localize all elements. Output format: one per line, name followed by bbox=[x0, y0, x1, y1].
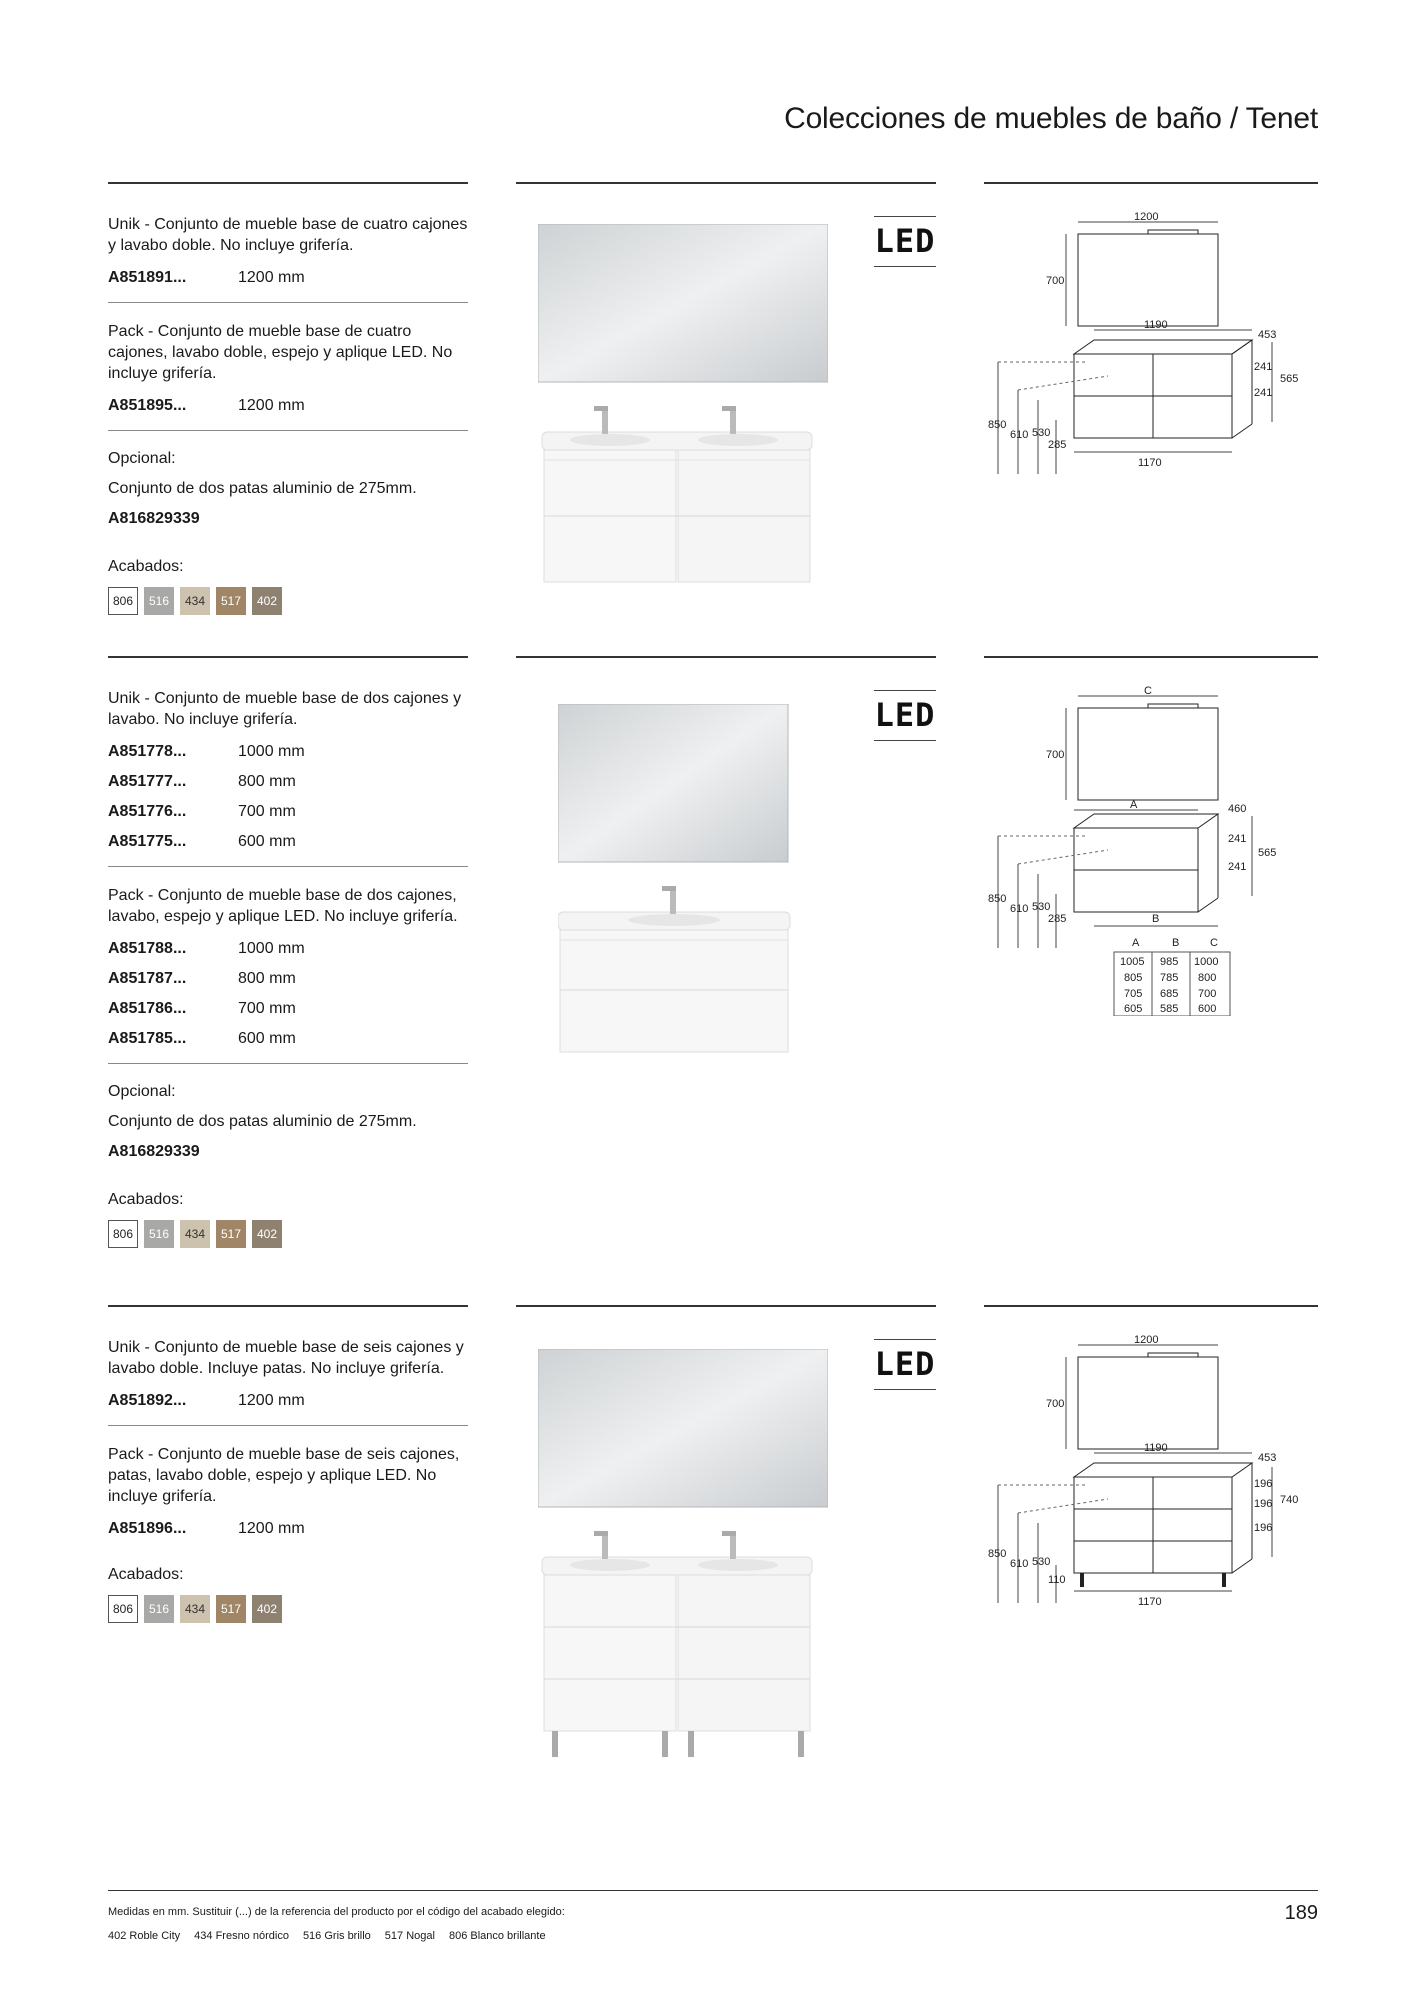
finish-legend-item: 517 Nogal bbox=[384, 1930, 435, 1942]
reference-code: A851777... bbox=[108, 773, 187, 790]
table-cell: 685 bbox=[1160, 988, 1179, 1000]
led-badge: LED bbox=[874, 222, 936, 260]
optional-text: Conjunto de dos patas aluminio de 275mm. bbox=[108, 1113, 417, 1130]
dim-mirror-height: 700 bbox=[1046, 749, 1065, 761]
finish-swatch-517: 517 bbox=[216, 1220, 246, 1248]
dim-height-610: 610 bbox=[1010, 903, 1029, 915]
dim-height-610: 610 bbox=[1010, 429, 1029, 441]
table-cell: 785 bbox=[1160, 972, 1179, 984]
section-rule bbox=[516, 1305, 936, 1307]
dim-drawer-2: 241 bbox=[1228, 861, 1247, 873]
finish-swatch-516: 516 bbox=[144, 1220, 174, 1248]
reference-size: 600 mm bbox=[238, 1030, 296, 1047]
dim-base-width: 1170 bbox=[1138, 1596, 1162, 1608]
product-photo-single-vanity bbox=[558, 704, 808, 1054]
reference-row bbox=[108, 1391, 468, 1411]
divider bbox=[108, 1063, 468, 1064]
led-badge: LED bbox=[874, 696, 936, 734]
table-cell: 605 bbox=[1124, 1003, 1143, 1015]
dim-height-110: 110 bbox=[1048, 1574, 1066, 1586]
product-section-2 bbox=[108, 656, 1318, 1276]
finish-swatches bbox=[108, 1220, 468, 1248]
reference-code: A851891... bbox=[108, 269, 187, 286]
divider bbox=[108, 1425, 468, 1426]
dim-height-610: 610 bbox=[1010, 1558, 1029, 1570]
finishes-label: Acabados: bbox=[108, 1566, 184, 1583]
optional-label: Opcional: bbox=[108, 1083, 176, 1100]
section-rule bbox=[516, 656, 936, 658]
dim-top-width: 1190 bbox=[1144, 1442, 1168, 1454]
page-number: 189 bbox=[1284, 1902, 1318, 1924]
dim-depth: 460 bbox=[1228, 803, 1247, 815]
technical-drawing-3 bbox=[988, 1335, 1318, 1615]
dim-top-width: 1190 bbox=[1144, 319, 1168, 331]
table-cell: 805 bbox=[1124, 972, 1143, 984]
table-header: B bbox=[1172, 937, 1180, 949]
reference-code: A851892... bbox=[108, 1392, 187, 1409]
led-rule bbox=[874, 1389, 936, 1390]
optional-label: Opcional: bbox=[108, 450, 176, 467]
dim-mirror-width: 1200 bbox=[1134, 212, 1159, 223]
dim-top-width: A bbox=[1130, 799, 1138, 811]
product-description: Unik - Conjunto de mueble base de dos cajones y lavabo. No incluye grifería. bbox=[108, 690, 462, 728]
reference-code: A851895... bbox=[108, 397, 187, 414]
reference-size: 1000 mm bbox=[238, 940, 305, 957]
product-description: Pack - Conjunto de mueble base de dos cajones, lavabo, espejo y aplique LED. No incluye grifería. bbox=[108, 887, 458, 925]
reference-row bbox=[108, 268, 468, 288]
reference-size: 1200 mm bbox=[238, 397, 305, 414]
footer-finish-legend bbox=[108, 1930, 546, 1942]
product-section-3 bbox=[108, 1305, 1318, 1785]
dim-body-height: 565 bbox=[1280, 373, 1299, 385]
finish-swatch-516: 516 bbox=[144, 587, 174, 615]
reference-row bbox=[108, 802, 468, 822]
table-cell: 985 bbox=[1160, 956, 1179, 968]
led-rule bbox=[874, 1339, 936, 1340]
finish-legend-item: 806 Blanco brillante bbox=[448, 1930, 546, 1942]
reference-code: A851778... bbox=[108, 743, 187, 760]
reference-size: 700 mm bbox=[238, 803, 296, 820]
divider bbox=[108, 430, 468, 431]
finishes-label: Acabados: bbox=[108, 558, 184, 575]
optional-code: A816829339 bbox=[108, 1143, 200, 1160]
dim-height-850: 850 bbox=[988, 1548, 1007, 1560]
dim-drawer-1: 241 bbox=[1228, 833, 1247, 845]
section-rule bbox=[108, 656, 468, 658]
dim-height-530: 530 bbox=[1032, 901, 1051, 913]
reference-row bbox=[108, 1029, 468, 1049]
product-text bbox=[108, 688, 468, 1248]
finishes-label: Acabados: bbox=[108, 1191, 184, 1208]
table-cell: 705 bbox=[1124, 988, 1143, 1000]
reference-code: A851787... bbox=[108, 970, 187, 987]
section-rule bbox=[984, 656, 1318, 658]
optional-text: Conjunto de dos patas aluminio de 275mm. bbox=[108, 480, 417, 497]
dim-base-width: B bbox=[1152, 913, 1160, 925]
reference-row bbox=[108, 969, 468, 989]
dim-drawer-2: 241 bbox=[1254, 387, 1273, 399]
finish-swatches bbox=[108, 587, 468, 615]
led-rule bbox=[874, 690, 936, 691]
finish-swatch-806: 806 bbox=[108, 1595, 138, 1623]
optional-code: A816829339 bbox=[108, 510, 200, 527]
reference-row bbox=[108, 939, 468, 959]
divider bbox=[108, 866, 468, 867]
reference-code: A851786... bbox=[108, 1000, 187, 1017]
dim-drawer-1: 241 bbox=[1254, 361, 1273, 373]
finish-swatch-434: 434 bbox=[180, 587, 210, 615]
finish-swatch-402: 402 bbox=[252, 587, 282, 615]
section-rule bbox=[108, 1305, 468, 1307]
dim-drawer-1: 196 bbox=[1254, 1478, 1273, 1490]
product-photo-double-vanity bbox=[538, 224, 828, 584]
reference-row bbox=[108, 832, 468, 852]
finish-swatch-402: 402 bbox=[252, 1595, 282, 1623]
reference-code: A851896... bbox=[108, 1520, 187, 1537]
reference-size: 1200 mm bbox=[238, 1520, 305, 1537]
reference-row bbox=[108, 772, 468, 792]
dim-drawer-2: 196 bbox=[1254, 1498, 1273, 1510]
table-cell: 1005 bbox=[1120, 956, 1145, 968]
table-cell: 800 bbox=[1198, 972, 1217, 984]
finish-swatches bbox=[108, 1595, 468, 1623]
finish-swatch-434: 434 bbox=[180, 1220, 210, 1248]
product-text bbox=[108, 214, 468, 615]
divider bbox=[108, 302, 468, 303]
product-description: Pack - Conjunto de mueble base de seis cajones, patas, lavabo doble, espejo y aplique LED. No incluye grifería. bbox=[108, 1446, 460, 1505]
dim-height-285: 285 bbox=[1048, 439, 1067, 451]
reference-size: 1200 mm bbox=[238, 1392, 305, 1409]
reference-row bbox=[108, 999, 468, 1019]
reference-size: 1200 mm bbox=[238, 269, 305, 286]
dim-height-850: 850 bbox=[988, 893, 1007, 905]
dim-mirror-height: 700 bbox=[1046, 1398, 1065, 1410]
dim-depth: 453 bbox=[1258, 329, 1277, 341]
finish-legend-item: 516 Gris brillo bbox=[302, 1930, 371, 1942]
footer-note: Medidas en mm. Sustituir (...) de la referencia del producto por el código del acabado elegido: bbox=[108, 1906, 565, 1918]
led-rule bbox=[874, 740, 936, 741]
reference-code: A851775... bbox=[108, 833, 187, 850]
dim-height-285: 285 bbox=[1048, 913, 1067, 925]
dimension-table bbox=[1114, 937, 1230, 1016]
reference-code: A851788... bbox=[108, 940, 187, 957]
technical-drawing-2 bbox=[988, 686, 1318, 1016]
section-rule bbox=[984, 1305, 1318, 1307]
product-description: Unik - Conjunto de mueble base de seis cajones y lavabo doble. Incluye patas. No incluye grifería. bbox=[108, 1339, 464, 1377]
product-section-1 bbox=[108, 182, 1318, 622]
led-rule bbox=[874, 266, 936, 267]
dim-height-530: 530 bbox=[1032, 427, 1051, 439]
finish-swatch-517: 517 bbox=[216, 1595, 246, 1623]
product-photo-six-drawer-vanity bbox=[538, 1349, 828, 1759]
dim-mirror-height: 700 bbox=[1046, 275, 1065, 287]
technical-drawing-1 bbox=[988, 212, 1318, 482]
footer-rule bbox=[108, 1890, 1318, 1891]
product-text bbox=[108, 1337, 468, 1623]
section-rule bbox=[984, 182, 1318, 184]
page-title: Colecciones de muebles de baño / Tenet bbox=[784, 102, 1318, 135]
product-description: Pack - Conjunto de mueble base de cuatro cajones, lavabo doble, espejo y aplique LED. No incluye grifería. bbox=[108, 323, 453, 382]
reference-size: 600 mm bbox=[238, 833, 296, 850]
table-cell: 700 bbox=[1198, 988, 1217, 1000]
finish-swatch-806: 806 bbox=[108, 1220, 138, 1248]
reference-size: 800 mm bbox=[238, 970, 296, 987]
reference-size: 800 mm bbox=[238, 773, 296, 790]
reference-size: 1000 mm bbox=[238, 743, 305, 760]
finish-swatch-402: 402 bbox=[252, 1220, 282, 1248]
dim-body-height: 565 bbox=[1258, 847, 1277, 859]
dim-body-height: 740 bbox=[1280, 1494, 1299, 1506]
reference-size: 700 mm bbox=[238, 1000, 296, 1017]
reference-row bbox=[108, 1519, 468, 1539]
led-badge: LED bbox=[874, 1345, 936, 1383]
finish-swatch-517: 517 bbox=[216, 587, 246, 615]
dim-depth: 453 bbox=[1258, 1452, 1277, 1464]
reference-code: A851785... bbox=[108, 1030, 187, 1047]
finish-swatch-434: 434 bbox=[180, 1595, 210, 1623]
section-rule bbox=[108, 182, 468, 184]
finish-legend-item: 402 Roble City bbox=[108, 1930, 181, 1942]
reference-row bbox=[108, 742, 468, 762]
dim-mirror-width: 1200 bbox=[1134, 1335, 1159, 1346]
dim-base-width: 1170 bbox=[1138, 457, 1162, 469]
led-rule bbox=[874, 216, 936, 217]
reference-row bbox=[108, 396, 468, 416]
table-header: C bbox=[1210, 937, 1218, 949]
dim-mirror-width: C bbox=[1144, 686, 1152, 697]
dim-height-530: 530 bbox=[1032, 1556, 1051, 1568]
table-cell: 585 bbox=[1160, 1003, 1179, 1015]
finish-swatch-806: 806 bbox=[108, 587, 138, 615]
finish-legend-item: 434 Fresno nórdico bbox=[194, 1930, 289, 1942]
finish-swatch-516: 516 bbox=[144, 1595, 174, 1623]
dim-height-850: 850 bbox=[988, 419, 1007, 431]
dim-drawer-3: 196 bbox=[1254, 1522, 1273, 1534]
table-cell: 1000 bbox=[1194, 956, 1219, 968]
section-rule bbox=[516, 182, 936, 184]
product-description: Unik - Conjunto de mueble base de cuatro cajones y lavabo doble. No incluye grifería. bbox=[108, 216, 468, 254]
reference-code: A851776... bbox=[108, 803, 187, 820]
table-cell: 600 bbox=[1198, 1003, 1217, 1015]
table-header: A bbox=[1132, 937, 1140, 949]
